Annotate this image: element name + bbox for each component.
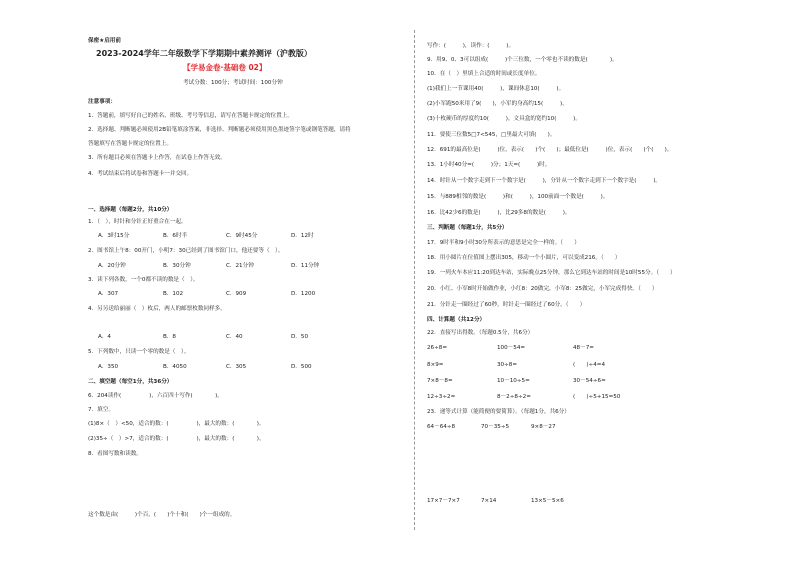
option-b: B．30分钟 [163,263,191,269]
calc-item: 12÷3÷2= [427,394,456,400]
question-20: 20．小红、小军8时开始做作业，小红8：20做完，小军8：25做完，小军完成得快。（ ） [427,286,658,292]
option-d: D．1200 [291,291,316,297]
option-c: C．40 [226,334,243,340]
secret-label: 保密★启用前 [88,38,121,44]
question-21: 21．分针走一圈经过了60秒，时针走一圈经过了60分。（ ） [427,302,586,308]
expression-item: 13×5－5×6 [531,498,564,504]
question-10-part-1: (1)我们上一节课用40( )，课间休息10( )。 [427,86,565,92]
question-13: 13．1小时40分=( )分；1天=( )时。 [427,162,551,168]
question-10-part-2: (2)小军跑50米用了9( )，小军的身高约15( )。 [427,101,568,107]
section-heading-fill: 二、填空题（每空1分，共36分） [88,379,173,385]
note-item: 4．考试结束后将试卷和答题卡一并交回。 [88,171,193,177]
option-a: A．350 [98,364,119,370]
section-heading-judge: 三、判断题（每题1分，共5分） [427,225,508,231]
expression-item: 64－64÷8 [427,424,456,430]
option-a: A．20分钟 [98,263,126,269]
question-7: 7．填空。 [88,407,114,413]
question-12: 12．691的最高位是( )位，表示( )个( )；最低位是( )位，表示( )个( )。 [427,147,673,153]
calc-item: 8－2÷8÷2= [497,394,531,400]
note-item: 1．答题前，填写好自己的姓名、班级、考号等信息，请写在答题卡规定的位置上。 [88,113,293,119]
option-b: B．8 [163,334,176,340]
question-10-part-3: (3)十枚硬币的厚度约10( )，文具盒的宽约10( )。 [427,116,581,122]
note-item: 3．所有题目必须在答题卡上作答，在试卷上作答无效。 [88,155,226,161]
question-8: 8．看图写数和读数。 [88,451,142,457]
option-d: D．12时 [291,233,314,239]
option-a: A．4 [98,334,111,340]
option-c: C．21分钟 [226,263,254,269]
question-17: 17．9时半和9小时30分所表示的意思是完全一样的。（ ） [427,240,580,246]
calc-item: 48－7= [573,345,594,351]
question-7-part-2: (2)35÷（ ）>7，适合的数：( )，最大的数：( )。 [88,436,265,442]
option-d: D．500 [291,364,312,370]
note-item: 答题填写在答题卡规定的位置上。 [88,141,172,147]
expression-item: 9×8－27 [531,424,556,430]
q8-write-read: 写作：( )，读作：( )。 [427,43,515,49]
question-10: 10．在（ ）里填上合适的时间或长度单位。 [427,71,541,77]
column-divider [414,30,415,530]
question-8-fill: 这个数是由( )个百，( )个十和( )个一组成的。 [88,512,236,518]
question-15: 15．与889相邻的数是( )和( )，100前面一个数是( )。 [427,194,609,200]
question-4: 4．另另送给丽丽（ ）枚后，两人的邮票枚数同样多。 [88,306,226,312]
expression-item: 70－35÷5 [481,424,510,430]
question-22: 22．直接写出得数。（每题0.5分，共6分） [427,330,534,336]
notes-heading: 注意事项： [88,99,116,105]
calc-item: 7×8－8= [427,378,453,384]
exam-meta: 考试分数：100分；考试时间：100分钟 [183,80,283,86]
calc-item: ( )÷5+15=50 [573,394,621,400]
question-14: 14．时针从一个数字走到下一个数字是( )，分针从一个数字走到下一个数字是( )。 [427,178,662,184]
calc-item: ( )÷4=4 [573,362,606,368]
section-heading-choice: 一、选择题（每题2分，共10分） [88,207,173,213]
question-6: 6．204读作( )，六百四十写作( )。 [88,393,223,399]
calc-item: 26÷8= [427,345,448,351]
question-11: 11．要使三位数5□7<545，□里最大可填( )。 [427,132,556,138]
option-b: B．4050 [163,364,187,370]
page-subtitle: 【学易金卷·基础卷 02】 [183,63,267,72]
question-23: 23．递等式计算（能简便的要简算）。（每题1分，共6分） [427,409,570,415]
question-5: 5．下列数中，只读一个零的数是（ ）。 [88,349,190,355]
calc-item: 30－54÷6= [573,378,606,384]
question-16: 16．比42少6的数是( )，比29多8的数是( )。 [427,210,571,216]
option-b: B．6时半 [163,233,188,239]
option-a: A．3时15分 [98,233,130,239]
option-c: C．909 [226,291,247,297]
question-18: 18．用小圆片在位值图上摆出305，移动一个小圆片，可以变成216。（ ） [427,255,621,261]
expression-item: 7×14 [481,498,497,504]
question-7-part-1: (1)8×（ ）<50，适合的数：( )，最大的数：( )。 [88,421,265,427]
question-19: 19．一列火车本应11:20到达车站，实际晚点25分钟，那么它到达车站的时间是10时55分。（ ） [427,270,676,276]
calc-item: 100－54= [497,345,526,351]
option-d: D．11分钟 [291,263,320,269]
calc-item: 10－10÷5= [497,378,530,384]
question-3: 3．读下列各数，一个0都不读的数是（ ）。 [88,277,199,283]
calc-item: 8×9= [427,362,444,368]
page-title: 2023-2024学年二年级数学下学期期中素养测评（沪教版） [96,49,312,58]
option-b: B．102 [163,291,184,297]
note-item: 2．选择题、判断题必须使用2B铅笔填涂答案，非选择、判断题必须使用黑色墨迹签字笔或钢笔答题，请将 [88,127,351,133]
question-2: 2．图书馆上午8：00开门，小明7：30已经到了图书馆门口，他还要等（ ）。 [88,248,284,254]
option-d: D．50 [291,334,309,340]
question-1: 1．（ ），时针和分针正好重合在一起。 [88,219,187,225]
question-9: 9．用9、0、3可以组成( )个三位数，一个零也不读的数是( )。 [427,57,618,63]
calc-item: 30÷8= [497,362,518,368]
option-a: A．307 [98,291,119,297]
option-c: C．9时45分 [226,233,258,239]
section-heading-calc: 四、计算题（共12分） [427,317,486,323]
option-c: C．305 [226,364,247,370]
expression-item: 17×7－7×7 [427,498,460,504]
